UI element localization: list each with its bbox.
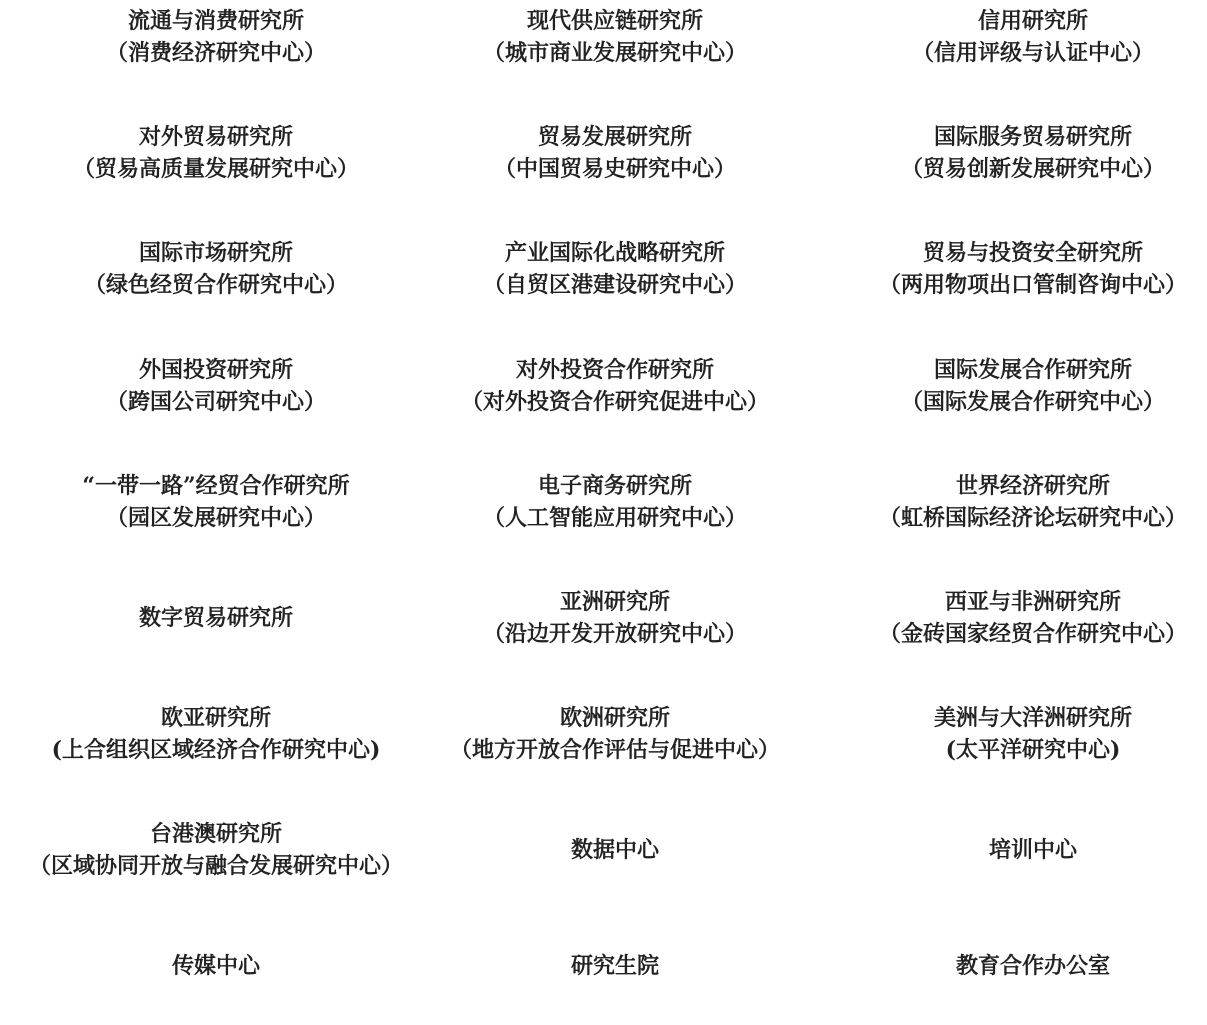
institute-sub: （消费经济研究中心） [105,40,326,66]
institute-item[interactable] [15,907,417,1025]
institute-sub: （跨国公司研究中心） [105,389,326,415]
institute-item[interactable] [15,327,417,445]
institute-item[interactable] [832,210,1207,328]
institute-name: 台港澳研究所 [149,821,282,847]
institute-item[interactable] [832,791,1207,909]
institute-name: 世界经济研究所 [955,473,1110,499]
institute-sub: （贸易创新发展研究中心） [900,156,1165,182]
institute-name: 数字贸易研究所 [138,605,293,631]
institute-item[interactable] [15,443,417,561]
institute-sub: （贸易高质量发展研究中心） [72,156,359,182]
institute-name: 国际市场研究所 [138,240,293,266]
institute-name: 现代供应链研究所 [526,8,703,34]
institute-sub: （虹桥国际经济论坛研究中心） [878,505,1187,531]
institute-name: 信用研究所 [977,8,1088,34]
institute-item[interactable] [414,94,816,212]
institute-name: 外国投资研究所 [138,357,293,383]
institute-name: 国际发展合作研究所 [933,357,1132,383]
institute-name: 国际服务贸易研究所 [933,124,1132,150]
institute-sub: （两用物项出口管制咨询中心） [878,272,1187,298]
institute-name: 亚洲研究所 [559,589,670,615]
institute-sub: (太平洋研究中心) [945,737,1121,763]
institute-item[interactable] [15,791,417,909]
institute-item[interactable] [832,443,1207,561]
institute-sub: （信用评级与认证中心） [911,40,1154,66]
institute-name: 传媒中心 [171,953,260,979]
institute-item[interactable] [15,559,417,677]
institute-sub: （对外投资合作研究促进中心） [460,389,769,415]
institute-sub: （沿边开发开放研究中心） [482,621,747,647]
institute-sub: （绿色经贸合作研究中心） [83,272,348,298]
institute-sub: （人工智能应用研究中心） [482,505,747,531]
institute-sub: (上合组织区域经济合作研究中心) [51,737,381,763]
institute-name: 对外贸易研究所 [138,124,293,150]
institute-sub: （园区发展研究中心） [105,505,326,531]
institute-item[interactable] [832,94,1207,212]
institute-item[interactable] [15,94,417,212]
institute-item[interactable] [414,791,816,909]
institute-sub: （地方开放合作评估与促进中心） [449,737,780,763]
institute-item[interactable] [414,210,816,328]
institute-name: 贸易发展研究所 [537,124,692,150]
institute-sub: （城市商业发展研究中心） [482,40,747,66]
institute-item[interactable] [414,443,816,561]
institute-sub: （国际发展合作研究中心） [900,389,1165,415]
institute-sub: （中国贸易史研究中心） [493,156,736,182]
institute-item[interactable] [832,0,1207,96]
institute-item[interactable] [15,0,417,96]
institute-name: 西亚与非洲研究所 [944,589,1121,615]
institute-name: 培训中心 [988,837,1077,863]
institute-item[interactable] [414,327,816,445]
institute-item[interactable] [414,0,816,96]
institute-name: 欧洲研究所 [559,705,670,731]
institute-name: 产业国际化战略研究所 [504,240,725,266]
institute-item[interactable] [832,907,1207,1025]
institute-item[interactable] [414,559,816,677]
institute-name: 流通与消费研究所 [127,8,304,34]
institute-name: 数据中心 [570,837,659,863]
institute-name: 美洲与大洋洲研究所 [933,705,1132,731]
institute-item[interactable] [832,327,1207,445]
institute-name: 教育合作办公室 [955,953,1110,979]
institute-name: 欧亚研究所 [160,705,271,731]
institute-name: 贸易与投资安全研究所 [922,240,1143,266]
institute-item[interactable] [15,675,417,793]
institute-sub: （金砖国家经贸合作研究中心） [878,621,1187,647]
institute-sub: （区域协同开放与融合发展研究中心） [28,853,403,879]
institute-name: 电子商务研究所 [537,473,692,499]
institute-sub: （自贸区港建设研究中心） [482,272,747,298]
institute-item[interactable] [414,675,816,793]
institute-item[interactable] [832,559,1207,677]
institute-name: 研究生院 [570,953,659,979]
institute-item[interactable] [15,210,417,328]
institute-name: “一带一路”经贸合作研究所 [82,473,350,499]
institute-item[interactable] [414,907,816,1025]
institute-name: 对外投资合作研究所 [515,357,714,383]
institute-item[interactable] [832,675,1207,793]
